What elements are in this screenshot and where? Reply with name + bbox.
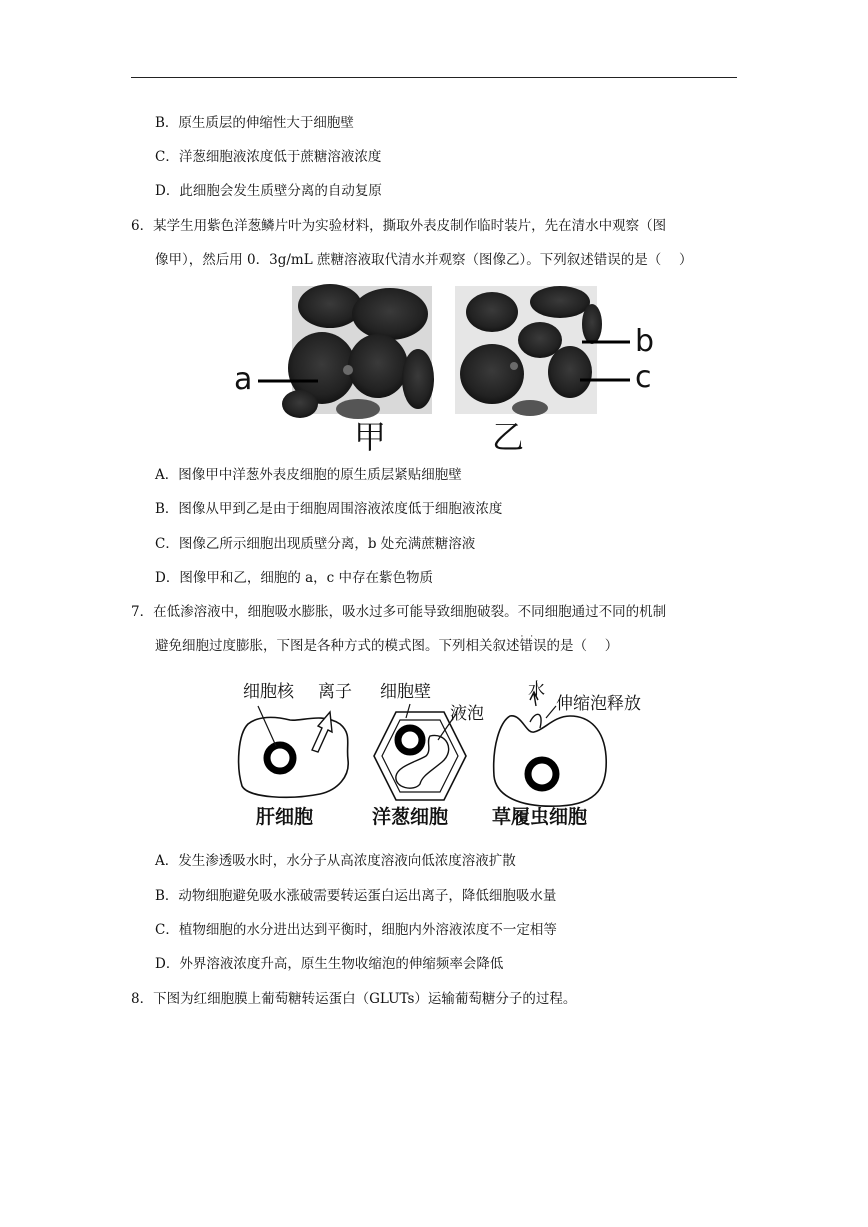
q7-option-d: D．外界溶液浓度升高，原生生物收缩泡的伸缩频率会降低	[155, 956, 504, 972]
q6-caption-left: 甲	[354, 418, 387, 456]
q8-stem-line1: 8．下图为红细胞膜上葡萄糖转运蛋白（GLUTs）运输葡萄糖分子的过程。	[131, 991, 577, 1007]
q6-stem-line2: 像甲），然后用 0．3g/mL 蔗糖溶液取代清水并观察（图像乙）。下列叙述错误的是（ ）	[155, 252, 693, 268]
q7-label-vacuole: 液泡	[450, 704, 484, 724]
q7-stem-line2	[155, 637, 618, 655]
q6-option-b: B．图像从甲到乙是由于细胞周围溶液浓度低于细胞液浓度	[155, 501, 503, 517]
q7-option-c: C．植物细胞的水分进出达到平衡时，细胞内外溶液浓度不一定相等	[155, 922, 557, 938]
q7-label-contractile-vacuole: 伸缩泡释放	[556, 694, 641, 714]
q7-label-ion: 离子	[318, 682, 352, 702]
q6-option-a: A．图像甲中洋葱外表皮细胞的原生质层紧贴细胞壁	[155, 467, 462, 483]
q6-label-b: b	[635, 324, 655, 359]
q7-caption-onion: 洋葱细胞	[372, 806, 449, 828]
q6-label-c: c	[635, 360, 652, 395]
q5-option-c: C．洋葱细胞液浓度低于蔗糖溶液浓度	[155, 149, 382, 165]
q6-stem-line1: 6．某学生用紫色洋葱鳞片叶为实验材料，撕取外表皮制作临时装片，先在清水中观察（图	[131, 218, 667, 234]
micrograph-left	[282, 284, 434, 419]
q6-option-c: C．图像乙所示细胞出现质壁分离，b 处充满蔗糖溶液	[155, 536, 476, 552]
q7-stem-post: 的是（ ）	[546, 638, 619, 654]
q5-option-b: B．原生质层的伸缩性大于细胞壁	[155, 115, 354, 131]
q6-option-d: D．图像甲和乙，细胞的 a，c 中存在紫色物质	[155, 570, 434, 586]
q7-stem-emphasis: 错误 · ·	[520, 637, 547, 655]
q7-option-a: A．发生渗透吸水时，水分子从高浓度溶液向低浓度溶液扩散	[155, 853, 516, 869]
q7-stem-line1: 7．在低渗溶液中，细胞吸水膨胀，吸水过多可能导致细胞破裂。不同细胞通过不同的机制	[131, 604, 667, 620]
q7-label-water: 水	[528, 680, 545, 700]
q5-option-d: D．此细胞会发生质壁分离的自动复原	[155, 183, 382, 199]
q7-option-b: B．动物细胞避免吸水涨破需要转运蛋白运出离子，降低细胞吸水量	[155, 888, 557, 904]
header-rule	[131, 77, 737, 78]
micrograph-right	[455, 286, 602, 416]
q7-caption-liver: 肝细胞	[256, 806, 314, 828]
q7-label-cell-wall: 细胞壁	[380, 682, 431, 702]
q7-label-nucleus: 细胞核	[243, 682, 294, 702]
q6-label-a: a	[234, 362, 253, 397]
q7-stem-pre: 避免细胞过度膨胀，下图是各种方式的模式图。下列相关叙述	[155, 638, 520, 654]
liver-cell-diagram	[239, 706, 349, 797]
q7-caption-paramecium: 草履虫细胞	[492, 806, 588, 828]
q6-caption-right: 乙	[492, 418, 525, 456]
q6-micrograph-figure	[230, 284, 670, 454]
